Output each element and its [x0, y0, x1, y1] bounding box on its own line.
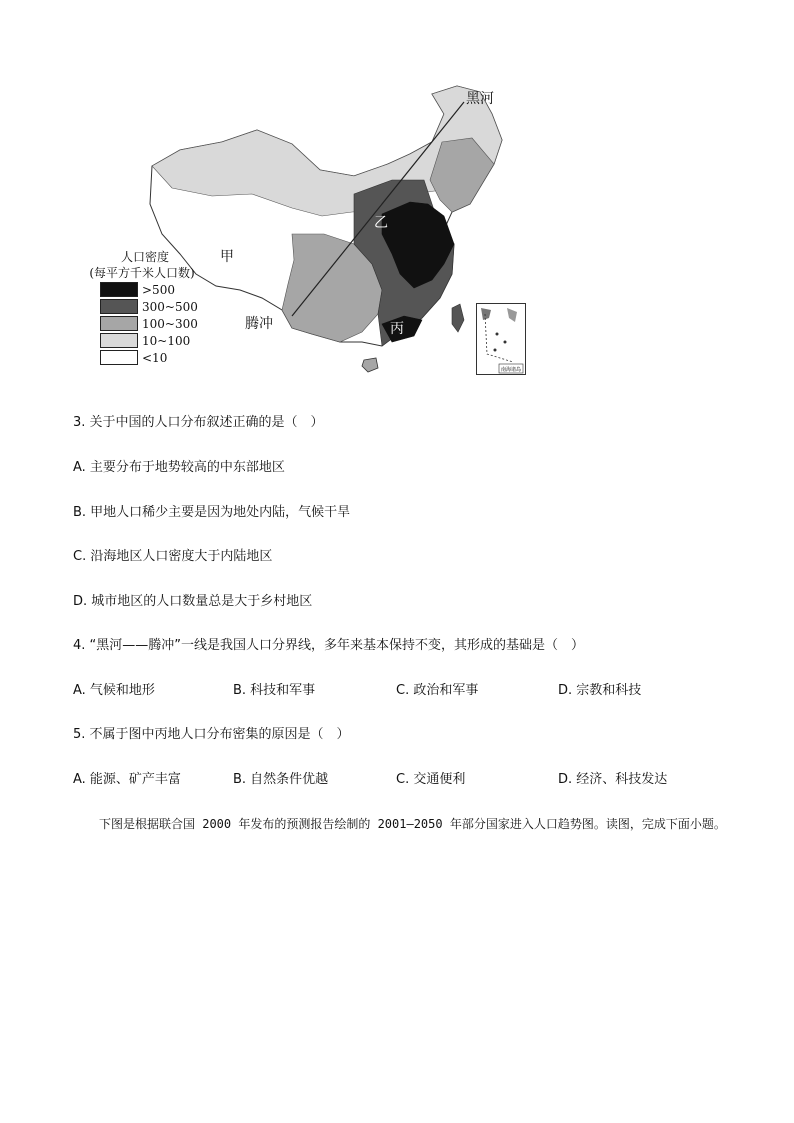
legend-swatch	[100, 333, 138, 348]
question-5-stem: 5. 不属于图中丙地人口分布密集的原因是（ ）	[73, 727, 350, 742]
legend-title: 人口密度	[120, 250, 169, 264]
question-3-option-b[interactable]: B. 甲地人口稀少主要是因为地处内陆，气候干旱	[73, 505, 351, 520]
legend-subtitle: (每平方千米人口数)	[89, 266, 195, 280]
question-4-stem: 4. “黑河——腾冲”一线是我国人口分界线，多年来基本保持不变，其形成的基础是（ ）	[73, 638, 585, 653]
question-4-option-d[interactable]: D. 宗教和科技	[558, 683, 642, 698]
question-4-option-a[interactable]: A. 气候和地形	[73, 683, 155, 698]
legend-swatch	[100, 350, 138, 365]
question-3-option-c[interactable]: C. 沿海地区人口密度大于内陆地区	[73, 549, 273, 564]
legend-item	[100, 315, 210, 332]
legend-label: 100~300	[142, 316, 198, 331]
inset-label: 南海诸岛	[500, 367, 522, 373]
question-5-option-b[interactable]: B. 自然条件优越	[233, 772, 329, 787]
legend-swatch	[100, 316, 138, 331]
inset-graphic	[477, 304, 525, 374]
legend-item	[100, 349, 210, 366]
legend-item	[100, 298, 210, 315]
label-jia: 甲	[220, 249, 234, 265]
legend-label: >500	[142, 282, 175, 297]
map-legend	[80, 249, 210, 366]
map-region-taiwan	[452, 304, 464, 332]
legend-label: <10	[142, 350, 168, 365]
question-3-stem: 3. 关于中国的人口分布叙述正确的是（ ）	[73, 415, 324, 430]
question-4-option-b[interactable]: B. 科技和军事	[233, 683, 316, 698]
legend-swatch	[100, 299, 138, 314]
question-5-option-c[interactable]: C. 交通便利	[396, 772, 466, 787]
legend-item	[100, 281, 210, 298]
legend-label: 10~100	[142, 333, 191, 348]
legend-item	[100, 332, 210, 349]
legend-swatch	[100, 282, 138, 297]
label-heihe: 黑河	[466, 91, 494, 107]
intro-paragraph: 下图是根据联合国 2000 年发布的预测报告绘制的 2001—2050 年部分国家进入人口趋势图。读图，完成下面小题。	[99, 817, 726, 831]
question-3-option-a[interactable]: A. 主要分布于地势较高的中东部地区	[73, 460, 285, 475]
question-4-option-c[interactable]: C. 政治和军事	[396, 683, 479, 698]
question-5-option-a[interactable]: A. 能源、矿产丰富	[73, 772, 181, 787]
label-yi: 乙	[374, 215, 388, 231]
label-tengchong: 腾冲	[245, 316, 273, 332]
map-region-hainan	[362, 358, 378, 372]
label-bing: 丙	[390, 321, 404, 337]
south-china-sea-inset	[476, 303, 526, 375]
question-3-option-d[interactable]: D. 城市地区的人口数量总是大于乡村地区	[73, 594, 313, 609]
question-5-option-d[interactable]: D. 经济、科技发达	[558, 772, 668, 787]
legend-label: 300~500	[142, 299, 198, 314]
